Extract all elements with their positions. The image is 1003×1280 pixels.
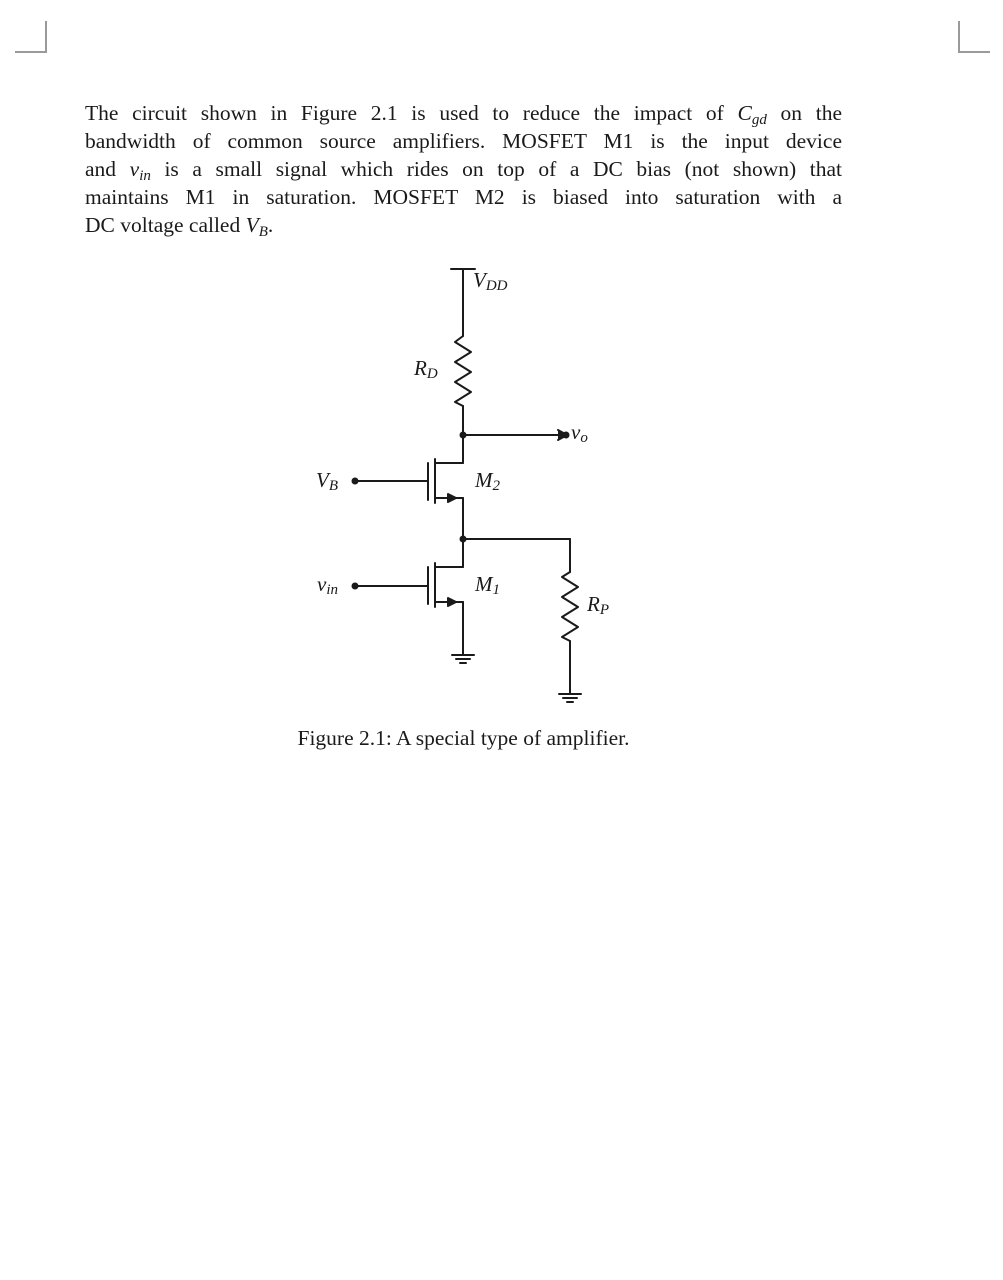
paragraph-line-5: DC voltage called $V_B$. bbox=[85, 213, 274, 240]
output-node-dot bbox=[460, 432, 467, 439]
rd-label: RD bbox=[414, 356, 438, 382]
paragraph-line-4: maintains M1 in saturation. MOSFET M2 is biased into saturation with a bbox=[85, 185, 842, 209]
vo-terminal-dot bbox=[563, 432, 570, 439]
vin-terminal-dot bbox=[352, 583, 359, 590]
ground-m1 bbox=[452, 655, 474, 663]
vin-symbol: $v_{in}$ bbox=[129, 157, 151, 184]
m2-source-arrow bbox=[448, 494, 456, 502]
vb-symbol: $V_B$ bbox=[245, 213, 268, 240]
m2-label: M2 bbox=[475, 468, 500, 494]
rd-resistor bbox=[455, 336, 471, 406]
ground-rp bbox=[559, 694, 581, 702]
rp-label: RP bbox=[587, 592, 609, 618]
vb-terminal-dot bbox=[352, 478, 359, 485]
middle-node-dot bbox=[460, 536, 467, 543]
vin-label: vin bbox=[317, 572, 338, 598]
vo-label: vo bbox=[571, 420, 588, 446]
paragraph-line-2: bandwidth of common source amplifiers. MOSFET M1 is the input device bbox=[85, 129, 842, 153]
m1-label: M1 bbox=[475, 572, 500, 598]
vdd-label: VDD bbox=[473, 268, 508, 294]
rp-resistor bbox=[562, 572, 578, 641]
paragraph-line-3: and $v_{in}$ is a small signal which rides on top of a DC bias (not shown) that bbox=[85, 157, 842, 184]
paragraph-line-1: The circuit shown in Figure 2.1 is used to reduce the impact of $C_{gd}$ on the bbox=[85, 101, 842, 128]
m1-source-arrow bbox=[448, 598, 456, 606]
figure-caption: Figure 2.1: A special type of amplifier. bbox=[297, 726, 630, 750]
vb-label: VB bbox=[316, 468, 338, 494]
cgd-symbol: $C_{gd}$ bbox=[737, 101, 767, 128]
